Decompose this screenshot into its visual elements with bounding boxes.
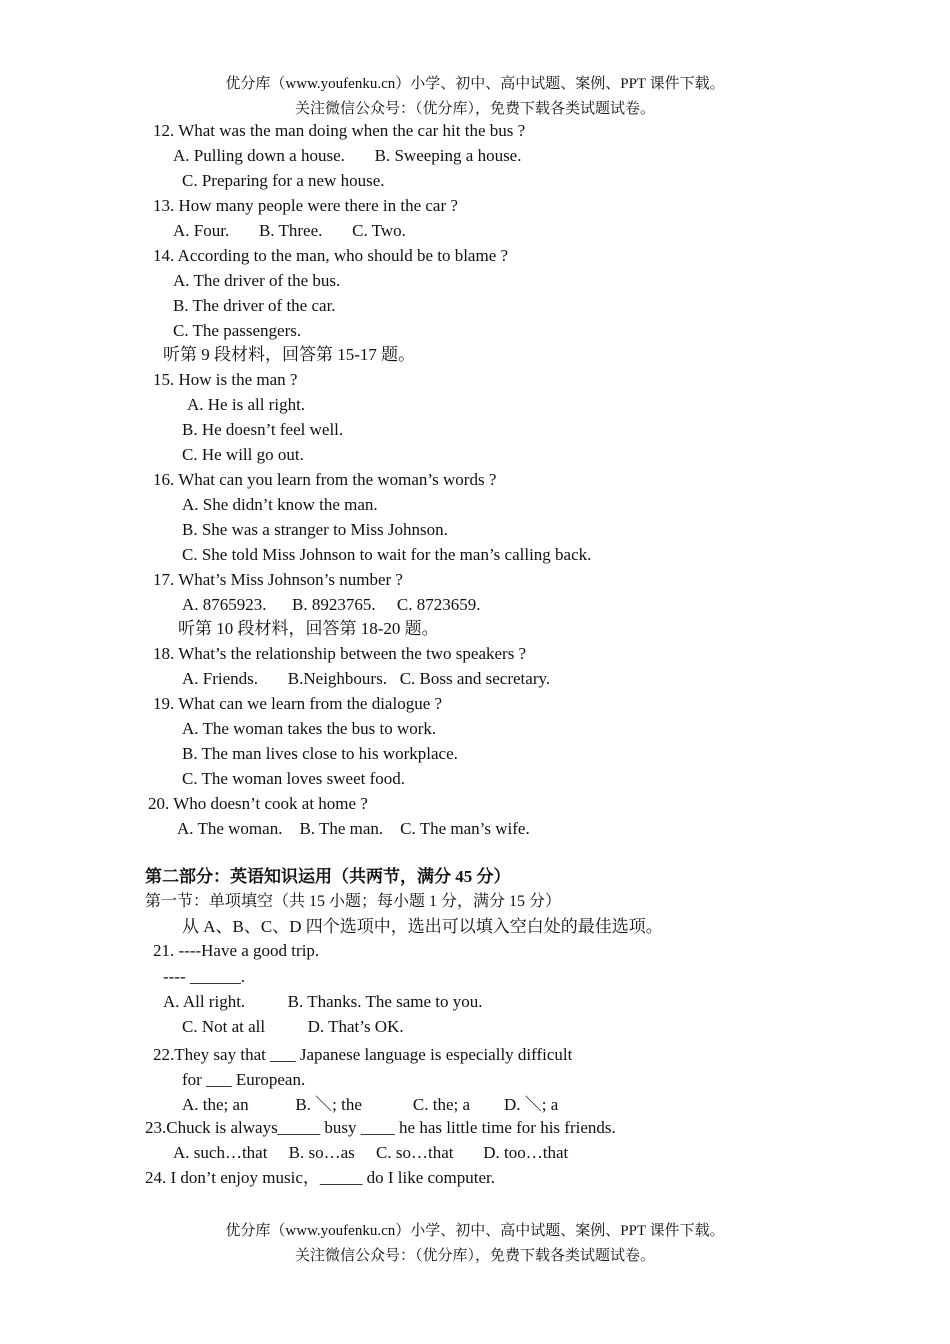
question-19-stem: 19. What can we learn from the dialogue ? bbox=[153, 694, 443, 713]
question-19-option-b: B. The man lives close to his workplace. bbox=[182, 744, 458, 763]
question-21-stem: 21. ----Have a good trip. bbox=[153, 941, 320, 960]
question-21-options-ab: A. All right. B. Thanks. The same to you. bbox=[163, 992, 483, 1011]
question-14-option-a: A. The driver of the bus. bbox=[173, 271, 341, 290]
section-one-instruction: 从 A、B、C、D 四个选项中，选出可以填入空白处的最佳选项。 bbox=[182, 917, 663, 936]
question-20-options: A. The woman. B. The man. C. The man’s wife. bbox=[177, 819, 530, 838]
question-16-stem: 16. What can you learn from the woman’s words ? bbox=[153, 470, 497, 489]
question-15-option-c: C. He will go out. bbox=[182, 445, 304, 464]
question-14-stem: 14. According to the man, who should be to blame ? bbox=[153, 246, 509, 265]
section-10-instruction: 听第 10 段材料，回答第 18-20 题。 bbox=[178, 619, 439, 638]
question-17-stem: 17. What’s Miss Johnson’s number ? bbox=[153, 570, 403, 589]
question-23-options: A. such…that B. so…as C. so…that D. too…that bbox=[173, 1143, 569, 1162]
question-16-option-a: A. She didn’t know the man. bbox=[182, 495, 378, 514]
part-two-title: 第二部分：英语知识运用（共两节，满分 45 分） bbox=[145, 867, 511, 886]
question-18-stem: 18. What’s the relationship between the two speakers ? bbox=[153, 644, 527, 663]
question-24-stem: 24. I don’t enjoy music，_____ do I like computer. bbox=[145, 1168, 496, 1187]
section-one-heading: 第一节：单项填空（共 15 小题；每小题 1 分，满分 15 分） bbox=[145, 893, 562, 910]
question-21-options-cd: C. Not at all D. That’s OK. bbox=[182, 1017, 404, 1036]
question-13-stem: 13. How many people were there in the car ? bbox=[153, 196, 458, 215]
footer-line-2: 关注微信公众号：（优分库），免费下载各类试题试卷。 bbox=[294, 1248, 655, 1264]
question-16-option-c: C. She told Miss Johnson to wait for the man’s calling back. bbox=[182, 545, 592, 564]
question-22-stem-continued: for ___ European. bbox=[182, 1070, 306, 1089]
question-22-stem: 22.They say that ___ Japanese language is especially difficult bbox=[153, 1045, 573, 1064]
question-21-reply: ---- ______. bbox=[163, 967, 246, 986]
question-14-option-c: C. The passengers. bbox=[173, 321, 302, 340]
question-16-option-b: B. She was a stranger to Miss Johnson. bbox=[182, 520, 448, 539]
question-14-option-b: B. The driver of the car. bbox=[173, 296, 336, 315]
question-17-options: A. 8765923. B. 8923765. C. 8723659. bbox=[182, 595, 481, 614]
question-13-options: A. Four. B. Three. C. Two. bbox=[173, 221, 406, 240]
header-line-2: 关注微信公众号：（优分库），免费下载各类试题试卷。 bbox=[294, 101, 655, 117]
question-23-stem: 23.Chuck is always_____ busy ____ he has little time for his friends. bbox=[145, 1118, 616, 1137]
footer-line-1: 优分库（www.youfenku.cn）小学、初中、高中试题、案例、PPT 课件下载。 bbox=[225, 1223, 725, 1239]
question-20-stem: 20. Who doesn’t cook at home ? bbox=[148, 794, 368, 813]
question-12-options-ab: A. Pulling down a house. B. Sweeping a house. bbox=[173, 146, 522, 165]
question-15-option-b: B. He doesn’t feel well. bbox=[182, 420, 344, 439]
question-15-option-a: A. He is all right. bbox=[187, 395, 306, 414]
question-19-option-a: A. The woman takes the bus to work. bbox=[182, 719, 437, 738]
question-22-options: A. the; an B. ＼; the C. the; a D. ＼; a bbox=[182, 1095, 559, 1114]
question-15-stem: 15. How is the man ? bbox=[153, 370, 298, 389]
question-18-options: A. Friends. B.Neighbours. C. Boss and secretary. bbox=[182, 669, 551, 688]
question-19-option-c: C. The woman loves sweet food. bbox=[182, 769, 406, 788]
header-line-1: 优分库（www.youfenku.cn）小学、初中、高中试题、案例、PPT 课件下载。 bbox=[225, 76, 725, 92]
question-12-stem: 12. What was the man doing when the car hit the bus ? bbox=[153, 121, 526, 140]
section-9-instruction: 听第 9 段材料，回答第 15-17 题。 bbox=[163, 345, 416, 364]
question-12-option-c: C. Preparing for a new house. bbox=[182, 171, 385, 190]
